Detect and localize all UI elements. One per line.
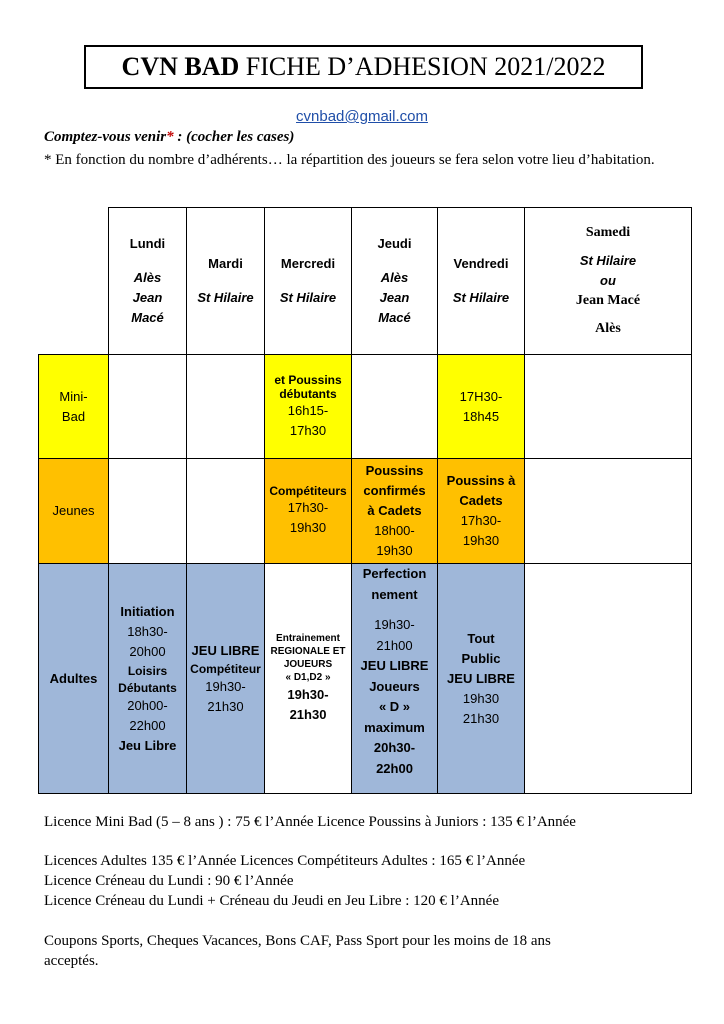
day-jeudi: Jeudi Alès Jean Macé <box>352 208 438 355</box>
corner-cell <box>39 208 109 355</box>
checkbox-jeunes-lundi[interactable] <box>109 459 187 564</box>
checkbox-adultes-mercredi[interactable]: Entrainement REGIONALE ET JOUEURS « D1,D2 » 19h30- 21h30 <box>265 564 352 794</box>
form-title <box>84 45 643 89</box>
checkbox-minibad-mardi[interactable] <box>187 355 265 459</box>
checkbox-adultes-mardi[interactable]: JEU LIBRE Compétiteur 19h30- 21h30 <box>187 564 265 794</box>
price-line-4: Licence Créneau du Lundi + Créneau du Jeudi en Jeu Libre : 120 € l’Année <box>44 893 499 909</box>
price-line-1: Licence Mini Bad (5 – 8 ans ) : 75 € l’Année Licence Poussins à Juniors : 135 € l’Année <box>44 814 576 830</box>
checkbox-minibad-lundi[interactable] <box>109 355 187 459</box>
row-minibad <box>39 355 692 459</box>
checkbox-jeunes-samedi[interactable] <box>525 459 692 564</box>
payment-line-2: acceptés. <box>44 953 99 969</box>
label-minibad: Mini- Bad <box>39 355 109 459</box>
price-line-3: Licence Créneau du Lundi : 90 € l’Année <box>44 873 294 889</box>
checkbox-adultes-vendredi[interactable]: Tout Public JEU LIBRE 19h30 21h30 <box>438 564 525 794</box>
email-link[interactable]: cvnbad@gmail.com <box>296 108 428 125</box>
checkbox-jeunes-mardi[interactable] <box>187 459 265 564</box>
label-adultes: Adultes <box>39 564 109 794</box>
checkbox-jeunes-vendredi[interactable]: Poussins à Cadets 17h30- 19h30 <box>438 459 525 564</box>
checkbox-minibad-samedi[interactable] <box>525 355 692 459</box>
checkbox-jeunes-jeudi[interactable]: Poussins confirmés à Cadets 18h00- 19h30 <box>352 459 438 564</box>
row-jeunes <box>39 459 692 564</box>
schedule-grid <box>38 207 692 794</box>
title-text: FICHE D’ADHESION 2021/2022 <box>245 52 606 81</box>
checkbox-adultes-lundi[interactable]: Initiation 18h30- 20h00 Loisirs Débutants 20h00- 22h00 Jeu Libre <box>109 564 187 794</box>
day-samedi: Samedi St Hilaire ou Jean Macé Alès <box>525 208 692 355</box>
payment-line-1: Coupons Sports, Cheques Vacances, Bons CAF, Pass Sport pour les moins de 18 ans <box>44 933 551 949</box>
checkbox-jeunes-mercredi[interactable]: Compétiteurs 17h30- 19h30 <box>265 459 352 564</box>
title-club-name: CVN BAD <box>121 52 240 81</box>
price-line-2: Licences Adultes 135 € l’Année Licences Compétiteurs Adultes : 165 € l’Année <box>44 853 526 869</box>
label-jeunes: Jeunes <box>39 459 109 564</box>
checkbox-minibad-vendredi[interactable]: 17H30- 18h45 <box>438 355 525 459</box>
day-lundi: Lundi Alès Jean Macé <box>109 208 187 355</box>
day-mardi: Mardi St Hilaire <box>187 208 265 355</box>
checkbox-minibad-jeudi[interactable] <box>352 355 438 459</box>
asterisk-mark: * <box>166 129 174 145</box>
attendance-question: Comptez-vous venir* : (cocher les cases) <box>44 129 295 145</box>
distribution-note: * En fonction du nombre d’adhérents… la répartition des joueurs se fera selon votre lieu d’habitation. <box>44 152 655 168</box>
day-mercredi: Mercredi St Hilaire <box>265 208 352 355</box>
checkbox-minibad-mercredi[interactable]: et Poussins débutants 16h15- 17h30 <box>265 355 352 459</box>
checkbox-adultes-jeudi[interactable]: Perfection nement 19h30- 21h00 JEU LIBRE Joueurs « D » maximum 20h30- 22h00 <box>352 564 438 794</box>
checkbox-adultes-samedi[interactable] <box>525 564 692 794</box>
day-vendredi: Vendredi St Hilaire <box>438 208 525 355</box>
header-row <box>39 208 692 355</box>
row-adultes <box>39 564 692 794</box>
